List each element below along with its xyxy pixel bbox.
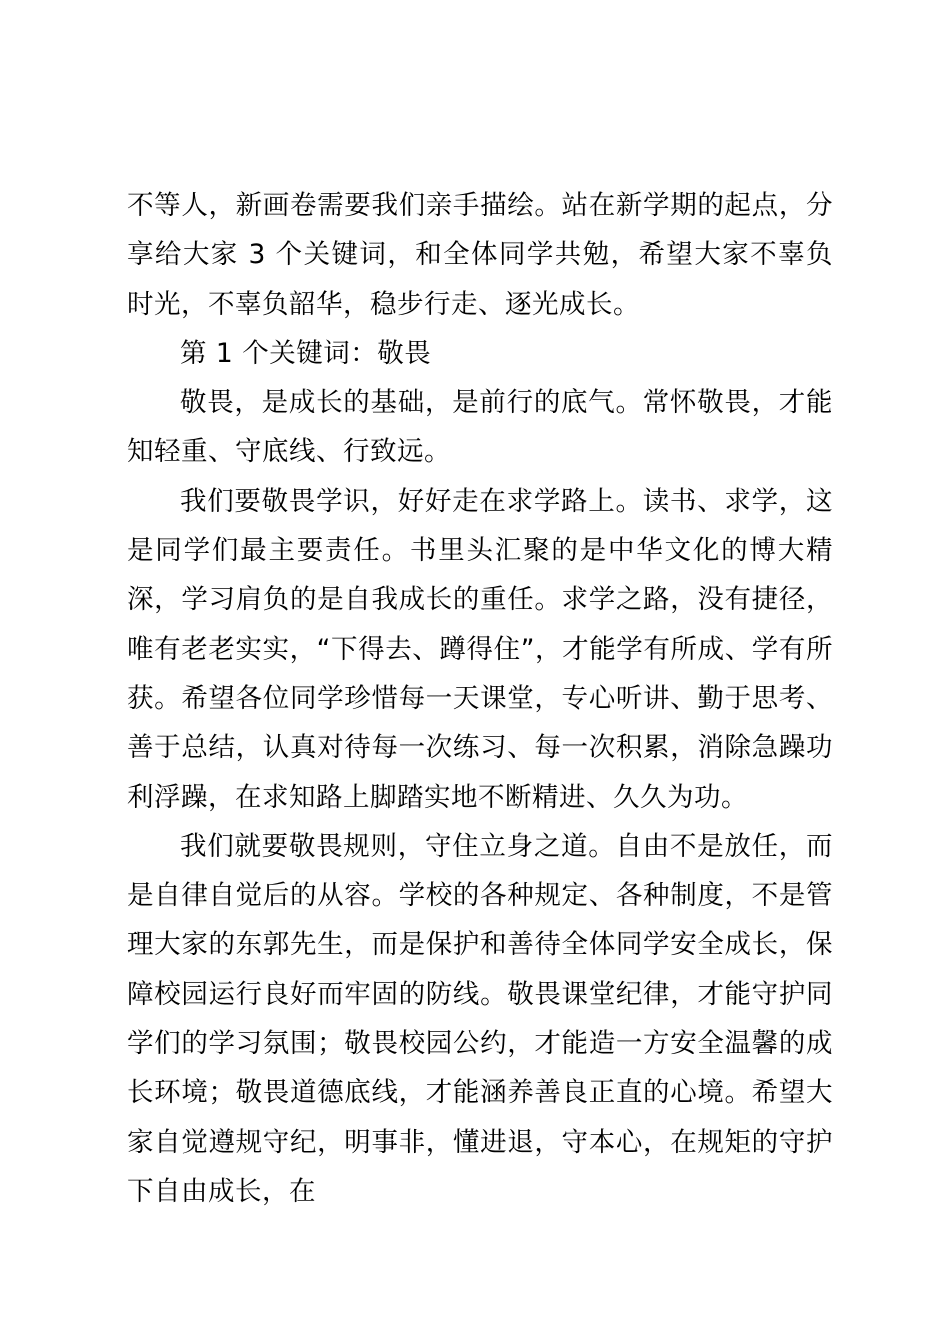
section-heading-keyword-1: 第 1 个关键词：敬畏 [180,337,432,369]
document-body [127,181,833,1216]
paragraph-awe-intro: 敬畏，是成长的基础，是前行的底气。常怀敬畏，才能知轻重、守底线、行致远。 [127,387,833,468]
paragraph-respect-knowledge: 我们要敬畏学识，好好走在求学路上。读书、求学，这是同学们最主要责任。书里头汇聚的是中华文化的博大精深，学习肩负的是自我成长的重任。求学之路，没有捷径，唯有老老实实，“下得去、蹲得住”，才能学有所成、学有所获。希望各位同学珍惜每一天课堂，专心听讲、勤于思考、善于总结，认真对待每一次练习、每一次积累，消除急躁功利浮躁，在求知路上脚踏实地不断精进、久久为功。 [127,485,833,813]
paragraph-continuation: 不等人，新画卷需要我们亲手描绘。站在新学期的起点，分享给大家 3 个关键词，和全体同学共勉，希望大家不辜负时光，不辜负韶华，稳步行走、逐光成长。 [127,190,833,320]
paragraph-respect-rules: 我们就要敬畏规则，守住立身之道。自由不是放任，而是自律自觉后的从容。学校的各种规定、各种制度，不是管理大家的东郭先生，而是保护和善待全体同学安全成长，保障校园运行良好而牢固的防线。敬畏课堂纪律，才能守护同学们的学习氛围；敬畏校园公约，才能造一方安全温馨的成长环境；敬畏道德底线，才能涵养善良正直的心境。希望大家自觉遵规守纪，明事非，懂进退，守本心，在规矩的守护下自由成长，在 [127,830,833,1207]
